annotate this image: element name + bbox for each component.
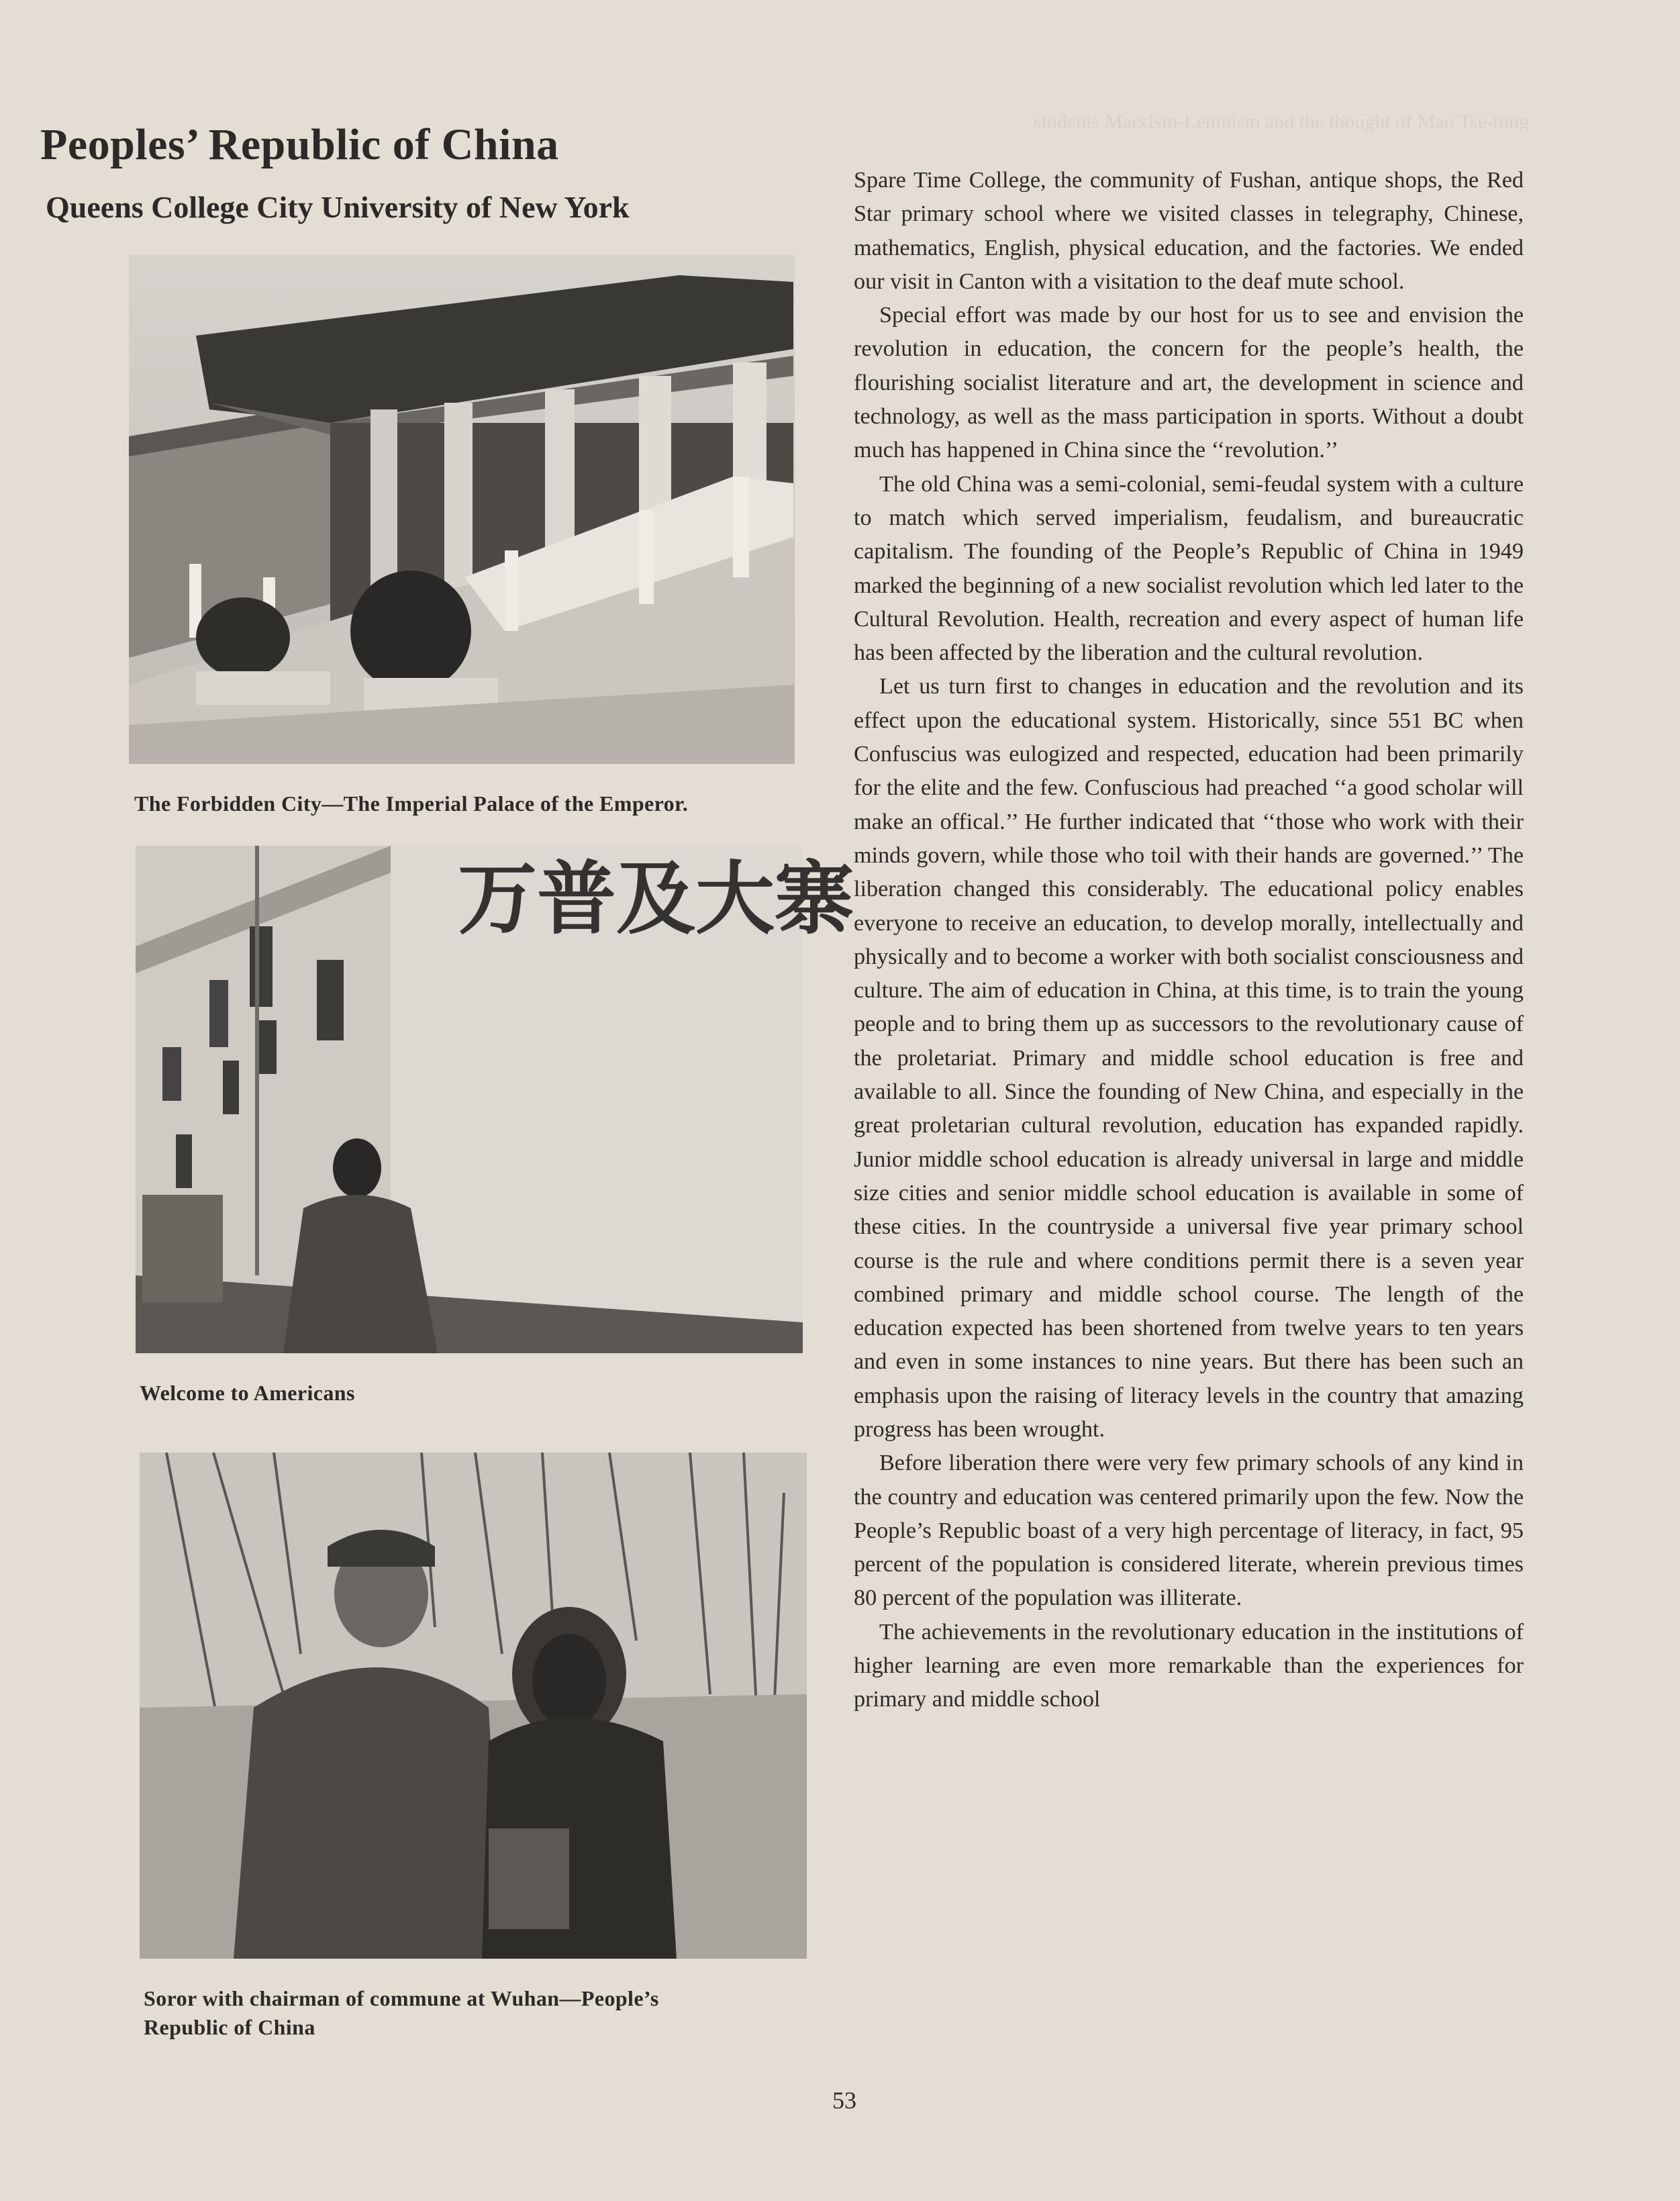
forbidden-city-photo — [129, 255, 795, 764]
forbidden-city-illustration — [129, 255, 795, 764]
paragraph-2: Special effort was made by our host for us to see and envision the revolution in education, the concern for the people’s health, the flourishing socialist literature and art, the development in science and technology, as well as the mass participation in sports. Without a doubt much has happened in China since the ‘‘revolution.’’ — [854, 303, 1524, 463]
chairman-soror-photo — [140, 1453, 807, 1959]
paragraph-3: The old China was a semi-colonial, semi-feudal system with a culture to match which served imperialism, feudalism, and bureaucratic capitalism. The founding of the People’s Republic of China in 1949 marked the beginning of a new socialist revolution which led later to the Cultural Revolution. Health, recreation and every aspect of human life has been affected by the liberation and the cultural revolution. — [854, 471, 1524, 666]
photo-caption-3-line2: Republic of China — [144, 2015, 315, 2039]
page-number: 53 — [832, 2087, 856, 2114]
photo-caption-3-line1: Soror with chairman of commune at Wuhan—People’s — [144, 1986, 659, 2010]
page-title: Peoples’ Republic of China — [40, 120, 559, 169]
paragraph-1: Spare Time College, the community of Fushan, antique shops, the Red Star primary school where we visited classes in telegraphy, Chinese, mathematics, English, physical education, and the factories. We ended our visit in Canton with a visitation to the deaf mute school. — [854, 168, 1524, 294]
article-body — [854, 164, 1524, 1717]
photo-caption-2: Welcome to Americans — [140, 1381, 355, 1405]
photo-caption-1: The Forbidden City—The Imperial Palace of the Emperor. — [134, 791, 689, 816]
building-sign-photo — [136, 846, 854, 1353]
paragraph-4: Let us turn first to changes in education and the revolution and its effect upon the educational system. Historically, since 551 BC when Confuscius was eulogized and respected, education had been primarily for the elite and the few. Confuscious had preached ‘‘a good scholar will make an offical.’’ He further indicated that ‘‘those who work with their minds govern, while those who toil with their hands are governed.’’ The liberation changed this considerably. The educational policy enables everyone to receive an education, to develop morally, intellectually and physically and to become a worker with both socialist consciousness and culture. The aim of education in China, at this time, is to train the young people and to bring them up as successors to the revolutionary cause of the proletariat. Primary and middle school education is free and available to all. Since the founding of New China, and especially in the great proletarian cultural revolution, education has expanded rapidly. Junior middle school education is already universal in large and middle size cities and senior middle school education is available in some of these cities. In the countryside a universal five year primary school course is the rule and where conditions permit there is a seven year combined primary and middle school course. The length of the education expected has been shortened from twelve years to ten years and even in some instances to nine years. But there has been such an emphasis upon the raising of literacy levels in the country that amazing progress has been wrought. — [854, 674, 1524, 1442]
paragraph-5: Before liberation there were very few primary schools of any kind in the country and education was centered primarily upon the few. Now the People’s Republic boast of a very high percentage of literacy, in fact, 95 percent of the population is considered literate, wherein previous times 80 percent of the population was illiterate. — [854, 1451, 1524, 1611]
page-subtitle: Queens College City University of New York — [46, 190, 630, 224]
building-illustration — [136, 846, 854, 1353]
bleed-through-text: students Marxism-Leninism and the thought of Mao Tse-tung — [1034, 111, 1530, 133]
paragraph-6: The achievements in the revolutionary education in the institutions of higher learning are even more remarkable than the experiences for primary and middle school — [854, 1619, 1524, 1712]
portrait-illustration — [140, 1453, 807, 1959]
building-sign: 万普及大寨 — [458, 852, 854, 945]
